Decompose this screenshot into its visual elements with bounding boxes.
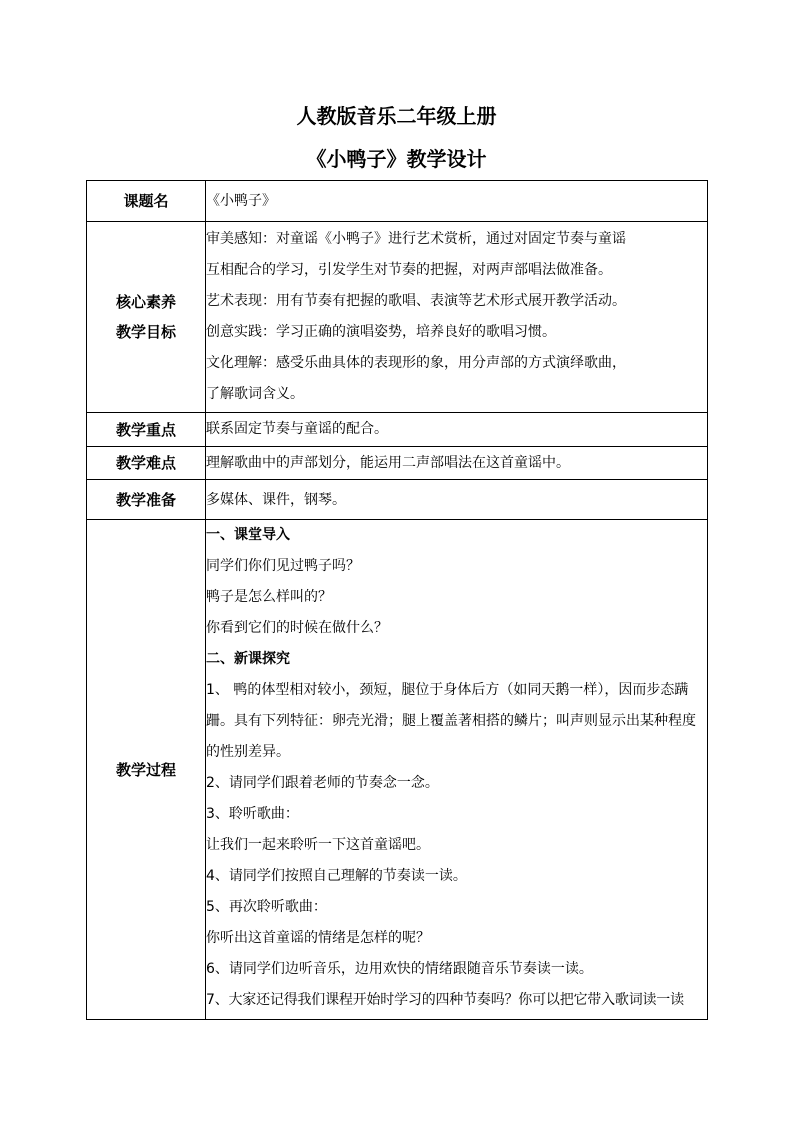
goal-line: 互相配合的学习，引发学生对节奏的把握，对两声部唱法做准备。 [206,262,612,278]
focus-label: 教学重点 [87,413,206,447]
topic-value: 《小鸭子》 [206,181,708,222]
process-content [206,520,708,1020]
section-heading: 二、新课探究 [206,651,290,667]
process-line: 6、请同学们边听音乐，边用欢快的情绪跟随音乐节奏读一读。 [206,961,593,977]
difficulty-value: 理解歌曲中的声部划分，能运用二声部唱法在这首童谣中。 [206,447,708,480]
goal-line: 文化理解：感受乐曲具体的表现形的象，用分声部的方式演绎歌曲， [206,355,626,371]
process-line: 7、大家还记得我们课程开始时学习的四种节奏吗？你可以把它带入歌词读一读 [206,992,684,1008]
document-title: 人教版音乐二年级上册 [296,104,497,128]
table-row-focus [87,413,708,447]
process-paragraph: 1、 鸭的体型相对较小，颈短，腿位于身体后方（如同天鹅一样），因而步态蹒跚。具有下列特征：卵壳光滑；腿上覆盖著相搭的鳞片；叫声则显示出某种程度的性别差异。 [206,682,696,760]
lesson-plan-table [86,180,708,1020]
topic-label: 课题名 [87,181,206,222]
table-row-goals [87,222,708,413]
process-line: 5、再次聆听歌曲： [206,899,327,915]
goal-line: 艺术表现：用有节奏有把握的歌唱、表演等艺术形式展开教学活动。 [206,293,626,309]
process-line: 同学们你们见过鸭子吗？ [206,558,360,574]
process-line: 你听出这首童谣的情绪是怎样的呢？ [206,930,430,946]
process-line: 3、聆听歌曲： [206,806,299,822]
goals-label: 核心素养 教学目标 [87,222,206,413]
document-subtitle: 《小鸭子》教学设计 [306,147,487,171]
process-label: 教学过程 [87,520,206,1020]
table-row-process [87,520,708,1020]
goal-line: 审美感知：对童谣《小鸭子》进行艺术赏析，通过对固定节奏与童谣 [206,231,626,247]
process-line: 让我们一起来聆听一下这首童谣吧。 [206,837,430,853]
process-line: 2、请同学们跟着老师的节奏念一念。 [206,775,439,791]
prep-label: 教学准备 [87,480,206,520]
section-heading: 一、课堂导入 [206,527,290,543]
table-row-prep [87,480,708,520]
goal-line: 了解歌词含义。 [206,386,304,402]
prep-value: 多媒体、课件，钢琴。 [206,480,708,520]
goal-line: 创意实践：学习正确的演唱姿势，培养良好的歌唱习惯。 [206,324,556,340]
process-line: 你看到它们的时候在做什么？ [206,620,388,636]
difficulty-label: 教学难点 [87,447,206,480]
table-row-topic [87,181,708,222]
table-row-difficulty [87,447,708,480]
process-line: 4、请同学们按照自己理解的节奏读一读。 [206,868,467,884]
process-line: 鸭子是怎么样叫的？ [206,589,332,605]
goals-content [206,222,708,413]
focus-value: 联系固定节奏与童谣的配合。 [206,413,708,447]
